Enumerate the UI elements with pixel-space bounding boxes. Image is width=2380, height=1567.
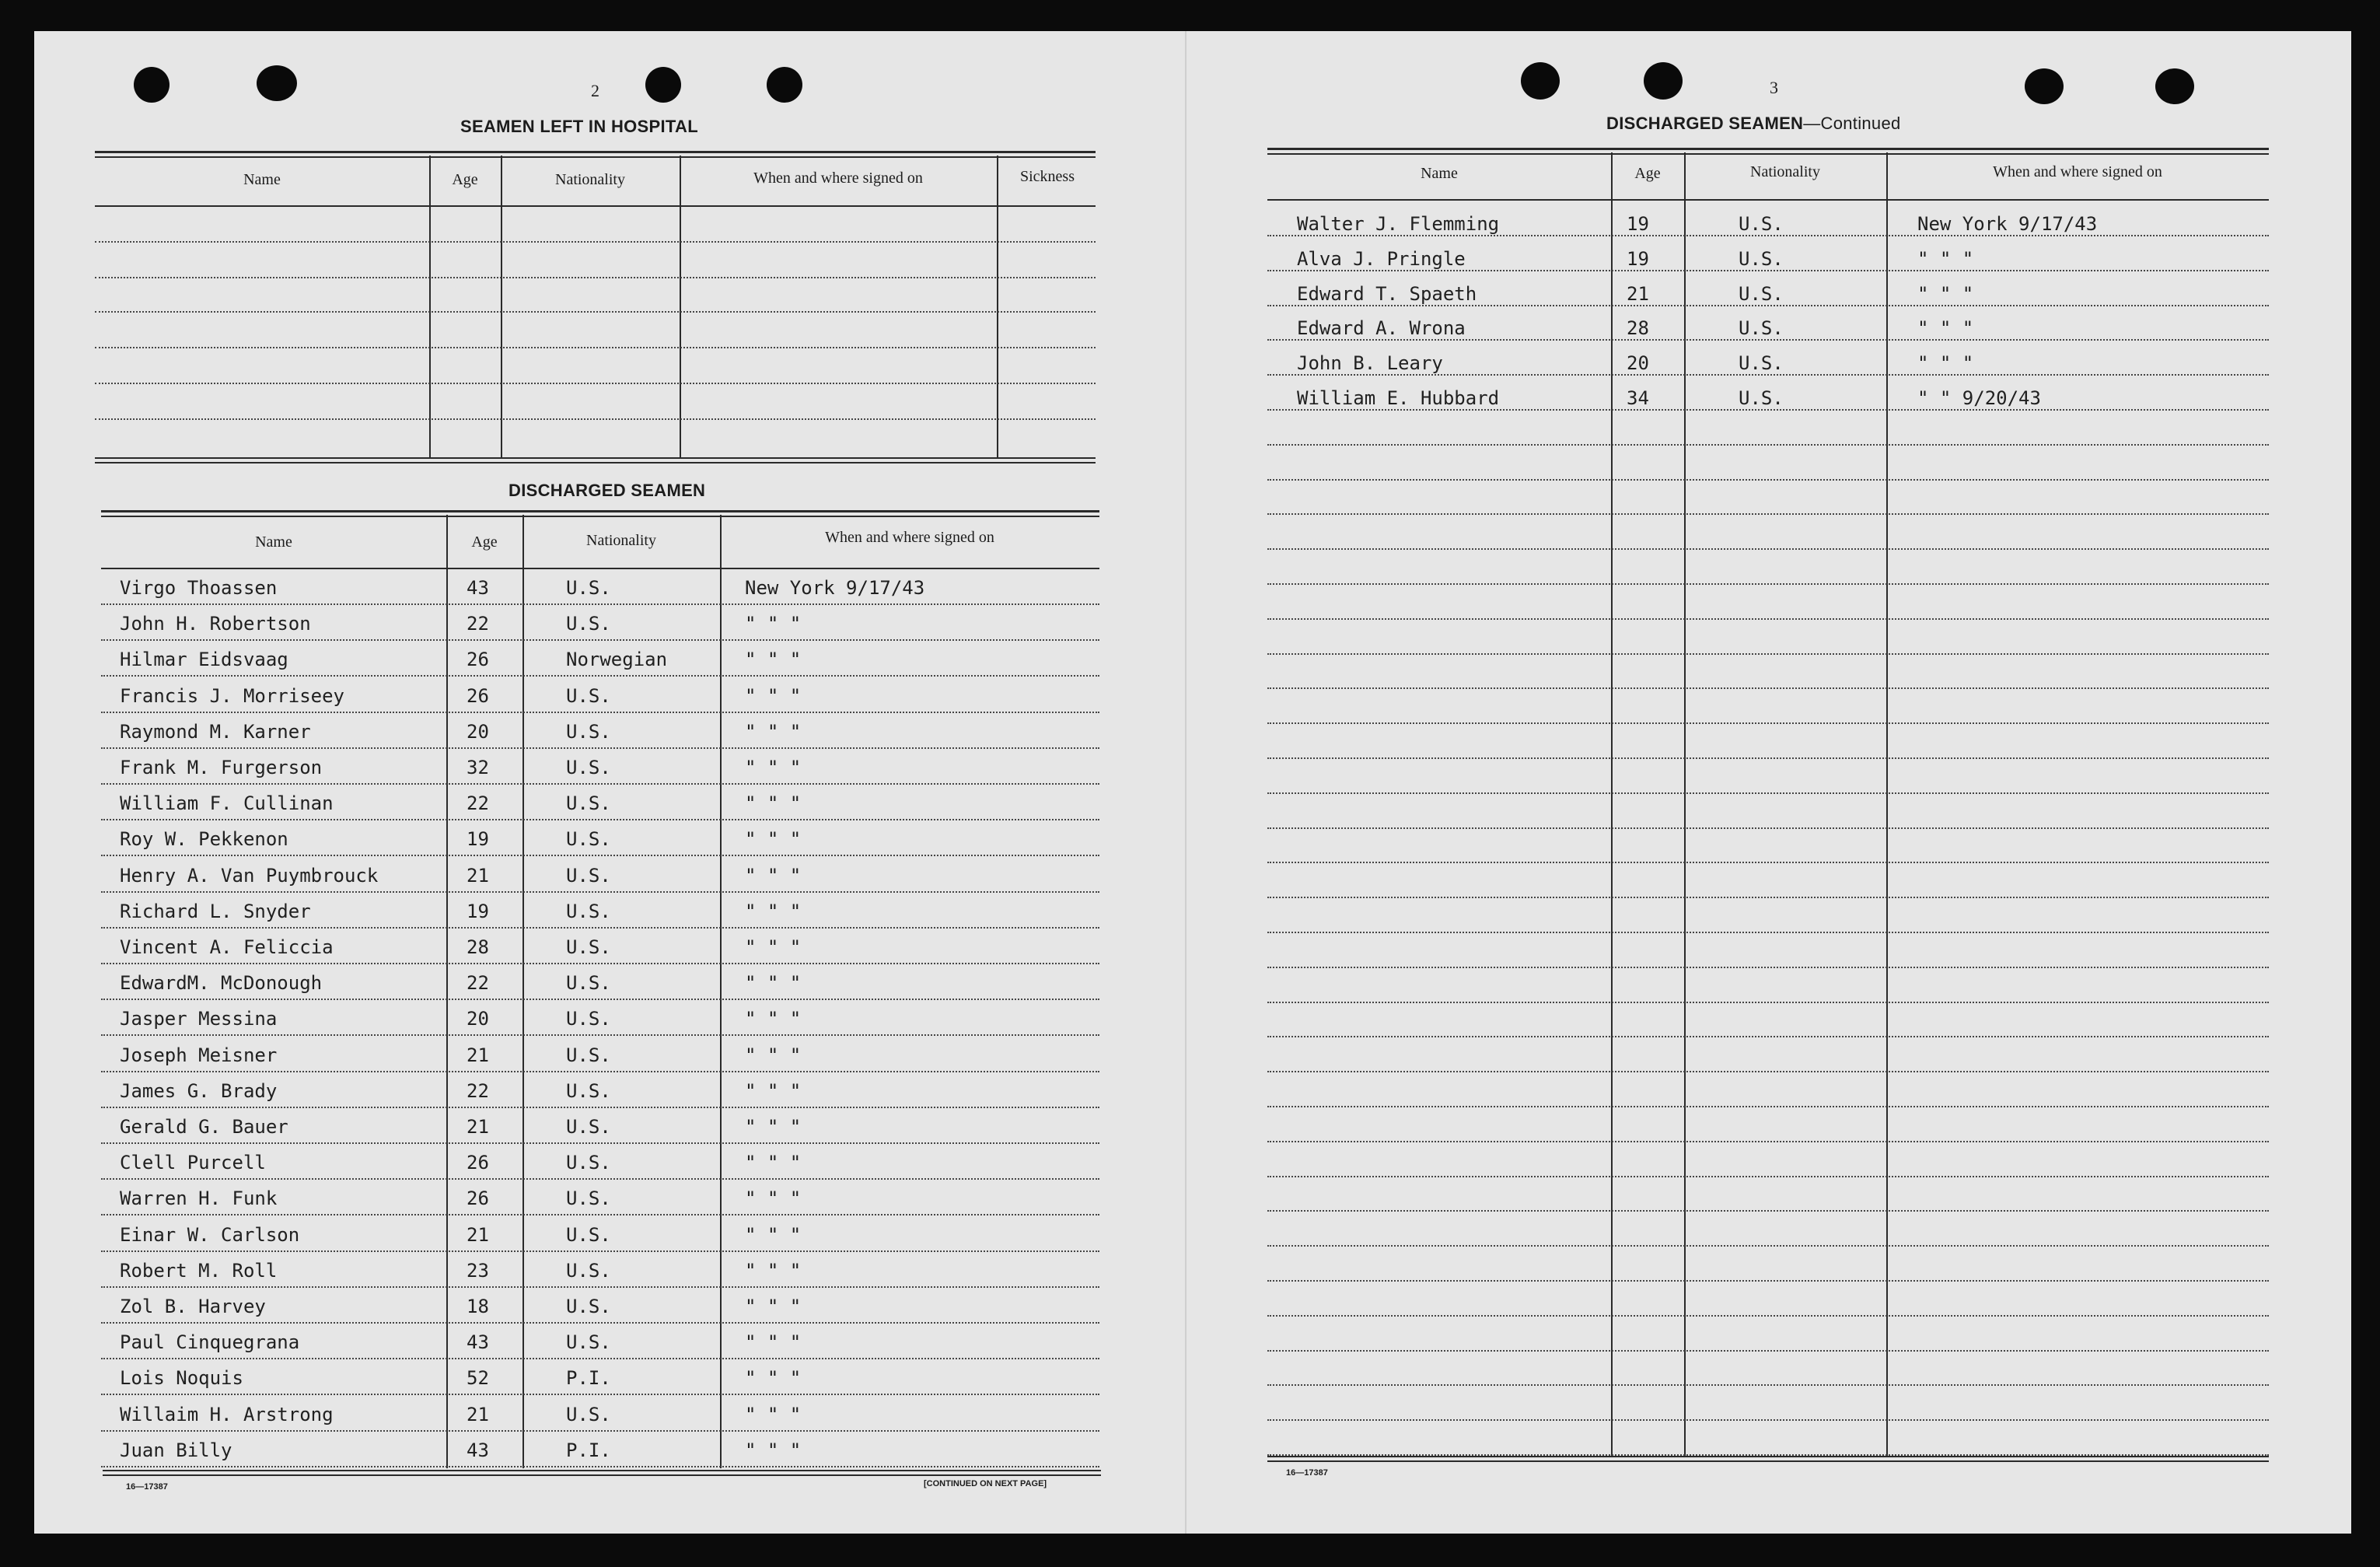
seaman-age: 23 — [467, 1259, 489, 1282]
seaman-name: Zol B. Harvey — [120, 1296, 266, 1317]
seaman-age: 20 — [467, 720, 489, 743]
seaman-age: 34 — [1627, 387, 1649, 409]
seaman-nationality: U.S. — [566, 900, 611, 922]
seaman-signed-on: " " " — [745, 1152, 802, 1174]
seaman-nationality: U.S. — [566, 1044, 611, 1066]
ruled-line — [101, 1358, 1099, 1359]
seaman-age: 28 — [467, 936, 489, 958]
continued-note: [CONTINUED ON NEXT PAGE] — [924, 1479, 1047, 1488]
seaman-signed-on: " " " — [745, 900, 802, 922]
discharged-section-title: DISCHARGED SEAMEN — [509, 481, 706, 500]
ruled-line — [1267, 1350, 2269, 1352]
seaman-name: Hilmar Eidsvaag — [120, 649, 288, 671]
seaman-nationality: U.S. — [1739, 387, 1784, 409]
seaman-nationality: U.S. — [566, 720, 611, 743]
hospital-header-nationality: Nationality — [555, 171, 625, 188]
ruled-line — [1267, 479, 2269, 481]
seaman-name: EdwardM. McDonough — [120, 972, 323, 995]
seaman-age: 22 — [467, 1079, 489, 1102]
page-number: 3 — [1770, 78, 1778, 97]
seaman-signed-on: " " " — [745, 792, 802, 815]
seaman-age: 21 — [467, 1223, 489, 1246]
seaman-signed-on: " " " — [745, 828, 802, 851]
ruled-line — [1267, 1106, 2269, 1107]
seaman-nationality: U.S. — [566, 1079, 611, 1102]
punch-hole-icon — [2155, 68, 2194, 104]
seaman-age: 21 — [467, 1403, 489, 1425]
seaman-age: 26 — [467, 1152, 489, 1174]
seaman-nationality: U.S. — [566, 864, 611, 887]
seaman-name: Paul Cinquegrana — [120, 1331, 300, 1354]
seaman-age: 19 — [467, 900, 489, 922]
ruled-line — [101, 1178, 1099, 1180]
seaman-nationality: U.S. — [1739, 317, 1784, 340]
ruled-line — [1267, 548, 2269, 550]
seaman-signed-on: " " " — [745, 1116, 802, 1138]
hospital-header-sickness: Sickness — [1020, 168, 1075, 185]
seaman-name: Lois Noquis — [120, 1367, 243, 1390]
seaman-nationality: U.S. — [566, 1331, 611, 1354]
seaman-nationality: U.S. — [566, 1152, 611, 1174]
seaman-signed-on: " " " — [745, 720, 802, 743]
ruled-line — [101, 1286, 1099, 1288]
seaman-age: 21 — [467, 1116, 489, 1138]
seaman-signed-on: " " " — [745, 613, 802, 635]
ruled-line — [101, 1394, 1099, 1395]
seaman-nationality: U.S. — [566, 1008, 611, 1030]
ruled-line — [1267, 305, 2269, 306]
discharged-continued-title — [1606, 114, 1901, 134]
seaman-signed-on: " " " — [745, 1259, 802, 1282]
punch-hole-icon — [2025, 68, 2064, 104]
ruled-line — [1267, 1419, 2269, 1421]
ruled-line — [1267, 235, 2269, 236]
ruled-line — [101, 1214, 1099, 1215]
seaman-signed-on: " " " — [745, 757, 802, 778]
seaman-name: Francis J. Morriseey — [120, 684, 344, 707]
seaman-age: 26 — [467, 1187, 489, 1210]
ruled-line — [1267, 270, 2269, 271]
ruled-line — [101, 1250, 1099, 1252]
seaman-name: Henry A. Van Puymbrouck — [120, 864, 379, 887]
ruled-line — [101, 1107, 1099, 1108]
ruled-line — [1267, 618, 2269, 620]
ruled-line — [1267, 827, 2269, 829]
seaman-nationality: U.S. — [566, 684, 611, 707]
seaman-name: Einar W. Carlson — [120, 1223, 300, 1246]
seaman-name: Warren H. Funk — [120, 1187, 278, 1210]
ruled-line — [101, 675, 1099, 677]
ruled-line — [101, 1466, 1099, 1467]
ruled-line — [101, 747, 1099, 749]
ruled-line — [1267, 1280, 2269, 1282]
seaman-name: John B. Leary — [1297, 352, 1443, 375]
ruled-line — [1267, 687, 2269, 689]
seaman-nationality: Norwegian — [566, 649, 668, 671]
seaman-name: Vincent A. Feliccia — [120, 936, 334, 958]
seaman-name: Juan Billy — [120, 1439, 232, 1461]
ruled-line — [1267, 862, 2269, 863]
seaman-nationality: U.S. — [1739, 213, 1784, 235]
seaman-signed-on: " " " — [745, 1008, 802, 1030]
discharged-header-name: Name — [255, 533, 292, 551]
ruled-line — [1267, 513, 2269, 515]
seaman-signed-on: " " " — [745, 1367, 802, 1390]
hospital-header-age: Age — [452, 171, 478, 188]
seaman-nationality: P.I. — [566, 1367, 611, 1390]
seaman-signed-on: " " " — [745, 936, 802, 958]
ruled-line — [101, 891, 1099, 893]
ruled-line — [1267, 653, 2269, 655]
seaman-name: William E. Hubbard — [1297, 387, 1500, 409]
title-main: DISCHARGED SEAMEN — [1606, 114, 1804, 133]
seaman-name: Clell Purcell — [120, 1152, 266, 1174]
seaman-signed-on: " " " — [745, 1044, 802, 1066]
seaman-age: 43 — [467, 1331, 489, 1354]
ruled-line — [1267, 444, 2269, 446]
ruled-line — [101, 819, 1099, 820]
seaman-age: 19 — [467, 828, 489, 851]
seaman-signed-on: " " " — [1917, 317, 1974, 340]
form-number: 16—17387 — [1286, 1468, 1328, 1478]
ruled-line — [1267, 932, 2269, 933]
seaman-signed-on: " " " — [1917, 352, 1974, 375]
seaman-nationality: U.S. — [566, 1403, 611, 1425]
right-header-age: Age — [1634, 165, 1661, 182]
seaman-signed-on: " " " — [745, 1439, 802, 1461]
ruled-line — [1267, 792, 2269, 794]
seaman-signed-on: " " " — [745, 649, 802, 671]
ruled-line — [1267, 1210, 2269, 1212]
ruled-line — [1267, 1036, 2269, 1037]
seaman-age: 18 — [467, 1296, 489, 1317]
seaman-age: 22 — [467, 613, 489, 635]
seaman-nationality: U.S. — [566, 1223, 611, 1246]
seaman-name: John H. Robertson — [120, 613, 311, 635]
seaman-age: 22 — [467, 972, 489, 995]
ruled-line — [101, 1071, 1099, 1072]
seaman-nationality: U.S. — [566, 828, 611, 851]
seaman-signed-on: " " " — [745, 1331, 802, 1354]
seaman-nationality: U.S. — [566, 1296, 611, 1317]
ruled-line — [1267, 757, 2269, 759]
seaman-nationality: U.S. — [566, 972, 611, 995]
seaman-nationality: U.S. — [566, 792, 611, 815]
seaman-name: Roy W. Pekkenon — [120, 828, 288, 851]
seaman-signed-on: " " 9/20/43 — [1917, 387, 2041, 409]
seaman-age: 43 — [467, 1439, 489, 1461]
ruled-line — [101, 639, 1099, 641]
ruled-line — [1267, 1141, 2269, 1142]
seaman-name: Jasper Messina — [120, 1008, 278, 1030]
seaman-age: 20 — [467, 1008, 489, 1030]
title-suffix: —Continued — [1803, 114, 1901, 133]
ruled-line — [101, 712, 1099, 713]
seaman-name: William F. Cullinan — [120, 792, 334, 815]
ruled-line — [1267, 1002, 2269, 1003]
seaman-name: Walter J. Flemming — [1297, 213, 1500, 235]
seaman-age: 19 — [1627, 247, 1649, 270]
ruled-line — [1267, 897, 2269, 898]
seaman-signed-on: " " " — [1917, 247, 1974, 270]
seaman-nationality: U.S. — [1739, 352, 1784, 375]
seaman-age: 19 — [1627, 213, 1649, 235]
ruled-line — [1267, 967, 2269, 968]
seaman-age: 21 — [1627, 282, 1649, 305]
seaman-signed-on: " " " — [745, 972, 802, 995]
hospital-section-title: SEAMEN LEFT IN HOSPITAL — [460, 117, 698, 136]
seaman-name: Alva J. Pringle — [1297, 247, 1466, 270]
seaman-name: James G. Brady — [120, 1079, 278, 1102]
seaman-signed-on: " " " — [745, 684, 802, 707]
seaman-signed-on: " " " — [745, 1296, 802, 1317]
ruled-line — [101, 1430, 1099, 1432]
seaman-age: 21 — [467, 864, 489, 887]
ruled-line — [1267, 1176, 2269, 1177]
discharged-header-signed-on: When and where signed on — [825, 529, 994, 546]
seaman-age: 52 — [467, 1367, 489, 1390]
seaman-name: Raymond M. Karner — [120, 720, 311, 743]
seaman-age: 32 — [467, 757, 489, 778]
right-header-nationality: Nationality — [1750, 163, 1820, 180]
page-number: 2 — [591, 81, 599, 100]
seaman-signed-on: " " " — [745, 1187, 802, 1210]
seaman-nationality: P.I. — [566, 1439, 611, 1461]
seaman-nationality: U.S. — [566, 613, 611, 635]
ruled-line — [1267, 1315, 2269, 1317]
seaman-signed-on: New York 9/17/43 — [745, 577, 925, 599]
seaman-name: Virgo Thoassen — [120, 577, 278, 599]
hospital-header-signed-on: When and where signed on — [753, 170, 923, 187]
seaman-name: Edward A. Wrona — [1297, 317, 1466, 340]
seaman-signed-on: New York 9/17/43 — [1917, 213, 2098, 235]
seaman-name: Frank M. Furgerson — [120, 757, 323, 778]
seaman-age: 26 — [467, 649, 489, 671]
form-number: 16—17387 — [126, 1482, 168, 1492]
ruled-line — [1267, 374, 2269, 376]
ruled-line — [1267, 1245, 2269, 1247]
seaman-name: Willaim H. Arstrong — [120, 1403, 334, 1425]
discharged-header-nationality: Nationality — [586, 532, 656, 549]
right-header-signed-on: When and where signed on — [1993, 163, 2162, 180]
ruled-line — [1267, 1384, 2269, 1386]
seaman-name: Edward T. Spaeth — [1297, 282, 1477, 305]
ruled-line — [101, 1034, 1099, 1036]
seaman-nationality: U.S. — [566, 1187, 611, 1210]
ruled-line — [1267, 409, 2269, 411]
right-page — [1185, 31, 2351, 1534]
punch-hole-icon — [134, 67, 170, 103]
punch-hole-icon — [645, 67, 681, 103]
seaman-name: Joseph Meisner — [120, 1044, 278, 1066]
seaman-age: 21 — [467, 1044, 489, 1066]
ruled-line — [101, 1322, 1099, 1324]
ruled-line — [101, 855, 1099, 856]
ruled-line — [101, 603, 1099, 605]
left-page — [34, 31, 1185, 1534]
ruled-line — [101, 1142, 1099, 1144]
ruled-line — [1267, 339, 2269, 341]
seaman-age: 28 — [1627, 317, 1649, 340]
seaman-signed-on: " " " — [745, 864, 802, 887]
seaman-nationality: U.S. — [566, 936, 611, 958]
right-header-name: Name — [1421, 165, 1458, 182]
seaman-age: 20 — [1627, 352, 1649, 375]
seaman-age: 26 — [467, 684, 489, 707]
seaman-signed-on: " " " — [745, 1403, 802, 1425]
ruled-line — [101, 783, 1099, 785]
ruled-line — [101, 963, 1099, 964]
hospital-header-name: Name — [243, 171, 281, 188]
seaman-signed-on: " " " — [745, 1223, 802, 1246]
punch-hole-icon — [1644, 62, 1683, 100]
seaman-age: 22 — [467, 792, 489, 815]
ruled-line — [101, 999, 1099, 1000]
seaman-nationality: U.S. — [1739, 247, 1784, 270]
seaman-age: 43 — [467, 577, 489, 599]
seaman-name: Robert M. Roll — [120, 1259, 278, 1282]
seaman-nationality: U.S. — [566, 757, 611, 778]
seaman-nationality: U.S. — [566, 577, 611, 599]
ruled-line — [1267, 583, 2269, 585]
seaman-name: Gerald G. Bauer — [120, 1116, 288, 1138]
punch-hole-icon — [257, 65, 297, 101]
discharged-header-age: Age — [471, 533, 498, 551]
seaman-nationality: U.S. — [1739, 282, 1784, 305]
punch-hole-icon — [1521, 62, 1560, 100]
seaman-nationality: U.S. — [566, 1259, 611, 1282]
seaman-signed-on: " " " — [1917, 282, 1974, 305]
seaman-signed-on: " " " — [745, 1079, 802, 1102]
ruled-line — [101, 927, 1099, 929]
seaman-name: Richard L. Snyder — [120, 900, 311, 922]
punch-hole-icon — [767, 67, 802, 103]
ruled-line — [1267, 1071, 2269, 1072]
ruled-line — [1267, 722, 2269, 724]
seaman-nationality: U.S. — [566, 1116, 611, 1138]
